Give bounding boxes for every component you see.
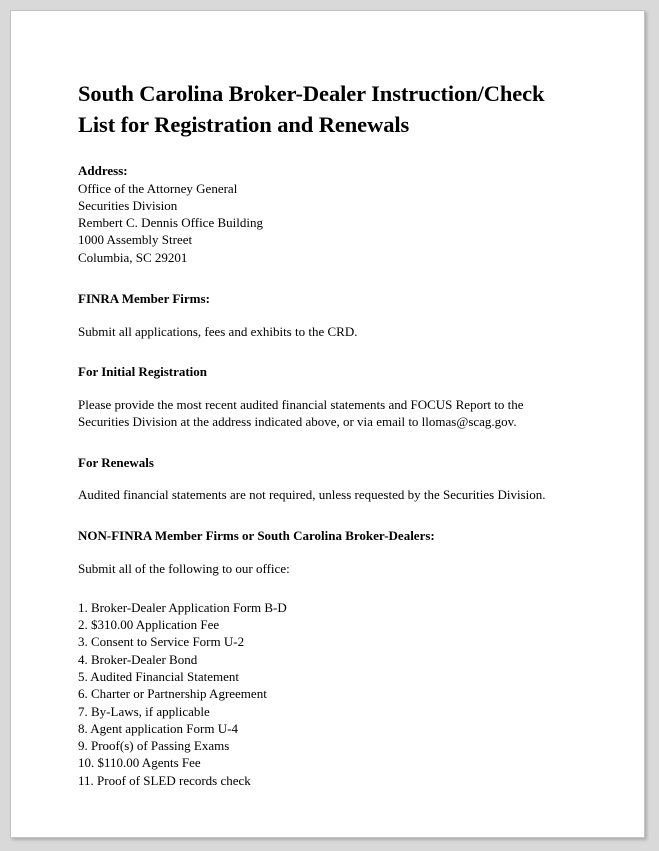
section-finra-member-firms xyxy=(78,291,574,340)
section-heading: NON-FINRA Member Firms or South Carolina Broker-Dealers: xyxy=(78,527,435,543)
list-item: 10. $110.00 Agents Fee xyxy=(78,755,201,771)
list-item: 1. Broker-Dealer Application Form B-D xyxy=(78,599,287,615)
list-item: 8. Agent application Form U-4 xyxy=(78,720,238,736)
section-renewals xyxy=(78,455,574,504)
address-block xyxy=(78,163,574,266)
document-page xyxy=(10,10,645,838)
section-body: Audited financial statements are not required, unless requested by the Securities Division. xyxy=(78,487,546,503)
submission-checklist xyxy=(78,599,574,789)
list-item: 11. Proof of SLED records check xyxy=(78,772,251,788)
address-label: Address: xyxy=(78,162,128,178)
list-item: 3. Consent to Service Form U-2 xyxy=(78,634,245,650)
address-line: Columbia, SC 29201 xyxy=(78,249,188,265)
list-item: 4. Broker-Dealer Bond xyxy=(78,651,198,667)
address-line: Office of the Attorney General xyxy=(78,180,238,196)
page-content xyxy=(78,79,574,789)
list-item: 6. Charter or Partnership Agreement xyxy=(78,686,267,702)
address-line: 1000 Assembly Street xyxy=(78,232,193,248)
section-body: Submit all applications, fees and exhibits to the CRD. xyxy=(78,323,358,339)
list-item: 2. $310.00 Application Fee xyxy=(78,617,220,633)
section-body: Please provide the most recent audited financial statements and FOCUS Report to the Securities Division at the address indicated above, or via email to llomas@scag.gov. xyxy=(78,396,524,430)
section-body: Submit all of the following to our office: xyxy=(78,560,290,576)
section-initial-registration xyxy=(78,364,574,430)
address-line: Securities Division xyxy=(78,197,178,213)
section-heading: For Renewals xyxy=(78,454,154,470)
address-line: Rembert C. Dennis Office Building xyxy=(78,215,263,231)
list-item: 9. Proof(s) of Passing Exams xyxy=(78,738,230,754)
list-item: 7. By-Laws, if applicable xyxy=(78,703,210,719)
page-title: South Carolina Broker-Dealer Instruction/Check List for Registration and Renewals xyxy=(78,81,545,137)
section-heading: FINRA Member Firms: xyxy=(78,290,210,306)
list-item: 5. Audited Financial Statement xyxy=(78,669,240,685)
section-heading: For Initial Registration xyxy=(78,364,208,380)
section-non-finra-member-firms xyxy=(78,528,574,577)
